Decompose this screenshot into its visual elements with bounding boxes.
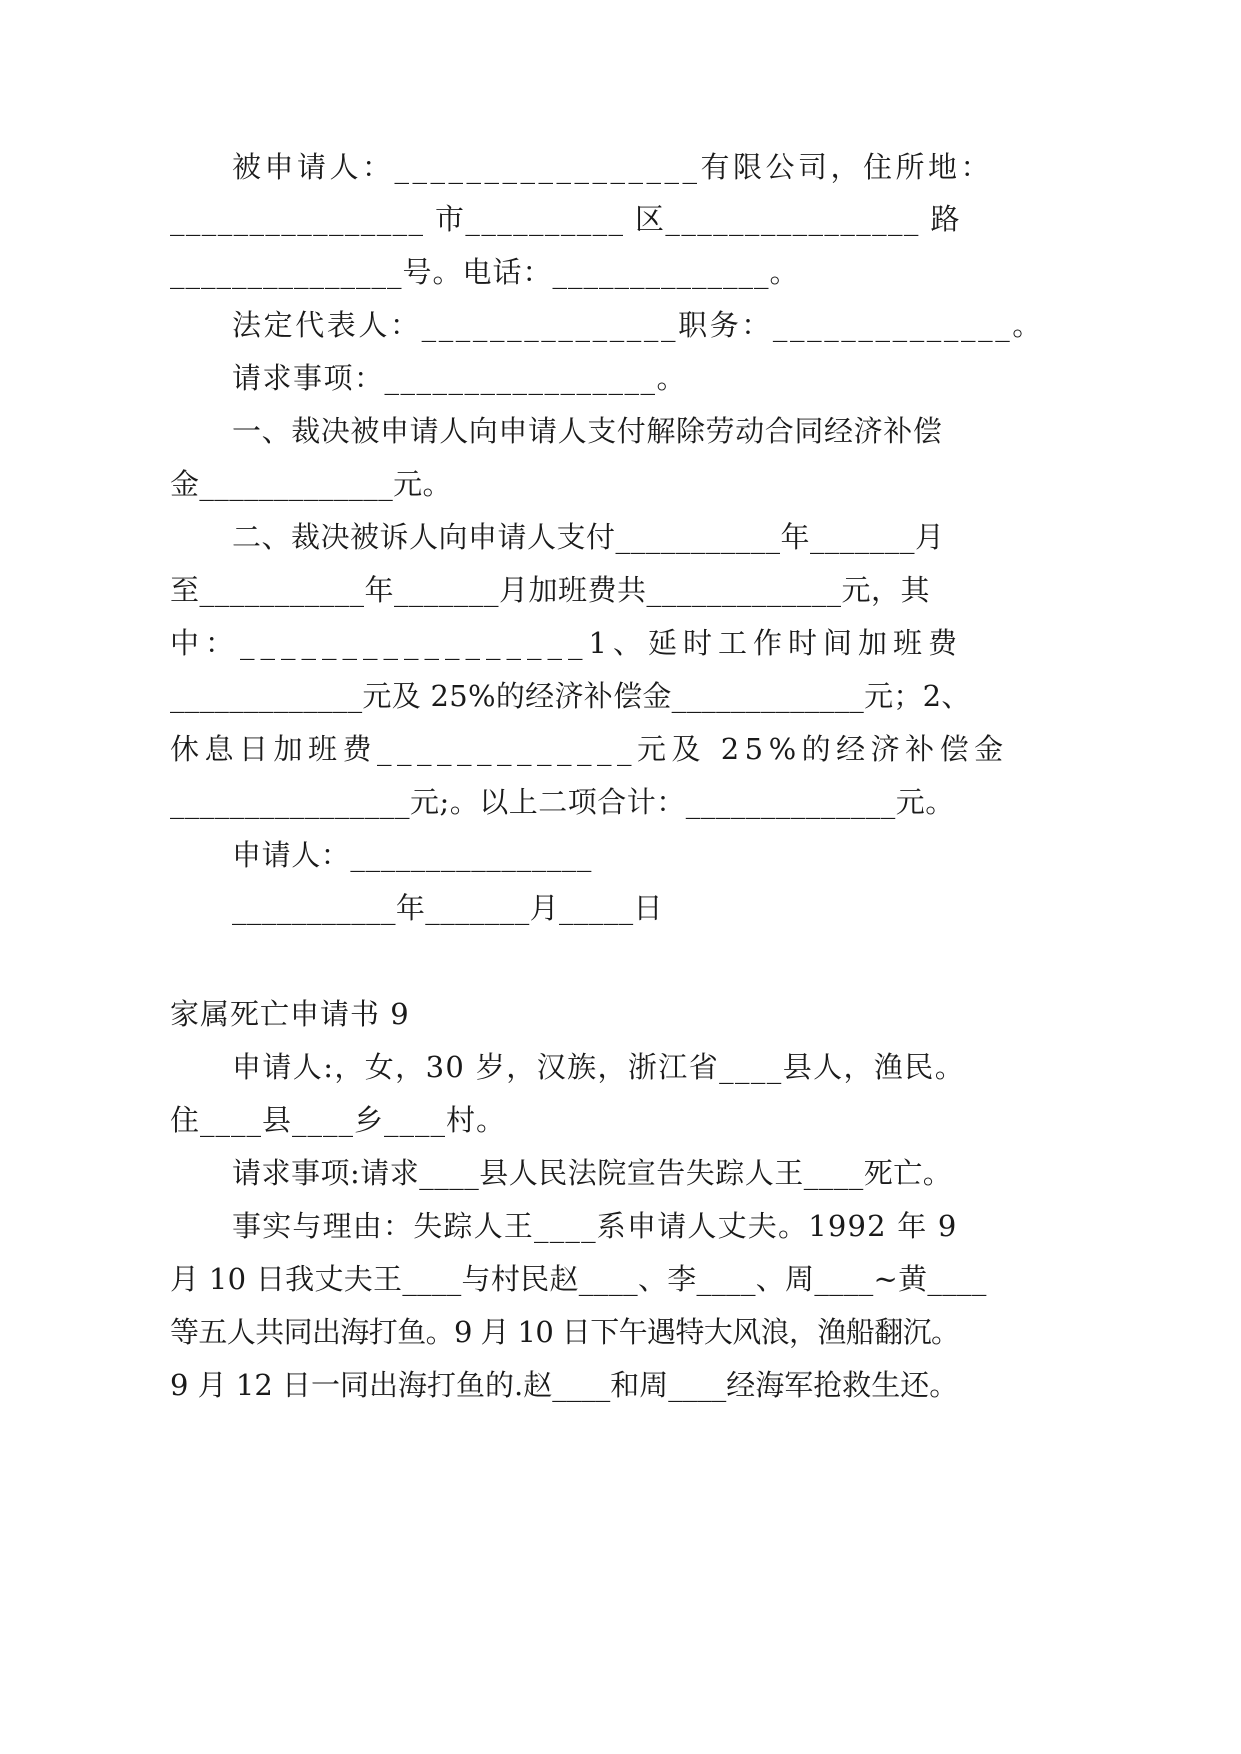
claim-item-2-line-3: 中：_________________1、延时工作时间加班费: [170, 626, 963, 660]
applicant-info-line-2: 住____县____乡____村。: [170, 1103, 507, 1137]
respondent-line-1: 被申请人：_________________有限公司，住所地：: [232, 150, 994, 184]
respondent-line-3: _______________号。电话：______________。: [170, 255, 800, 289]
claim-item-2-line-4: _____________元及 25%的经济补偿金_____________元；2、: [170, 679, 971, 713]
claim-item-1-line-1: 一、裁决被申请人向申请人支付解除劳动合同经济补偿: [232, 414, 943, 448]
respondent-line-2: ________________ 市__________ 区________________ 路: [170, 202, 961, 236]
facts-line-2: 月 10 日我丈夫王____与村民赵____、李____、周____~黄____: [170, 1262, 987, 1296]
claim-item-2-line-1: 二、裁决被诉人向申请人支付___________年_______月: [232, 520, 945, 554]
claims-line: 请求事项：_________________。: [232, 361, 688, 395]
facts-line-3: 等五人共同出海打鱼。9 月 10 日下午遇特大风浪，渔船翻沉。: [170, 1315, 960, 1349]
claim-item-1-line-2: 金_____________元。: [170, 467, 452, 501]
claim-item-2-line-2: 至___________年_______月加班费共_____________元，其: [170, 573, 931, 607]
date-line: ___________年_______月_____日: [232, 891, 663, 925]
request-line: 请求事项:请求____县人民法院宣告失踪人王____死亡。: [232, 1156, 953, 1190]
facts-line-4: 9 月 12 日一同出海打鱼的.赵____和周____经海军抢救生还。: [170, 1368, 959, 1402]
applicant-info-line-1: 申请人:，女，30 岁，汉族，浙江省____县人，渔民。: [232, 1050, 966, 1084]
facts-line-1: 事实与理由：失踪人王____系申请人丈夫。1992 年 9: [232, 1209, 958, 1243]
claim-item-2-line-6: ________________元;。以上二项合计：______________元。: [170, 785, 955, 819]
claim-item-2-line-5: 休息日加班费_____________元及 25%的经济补偿金: [170, 732, 1009, 766]
applicant-signature-line: 申请人：________________: [232, 838, 592, 872]
legal-representative-line: 法定代表人：_______________职务：______________。: [232, 308, 1044, 342]
section-title: 家属死亡申请书 9: [170, 997, 410, 1031]
